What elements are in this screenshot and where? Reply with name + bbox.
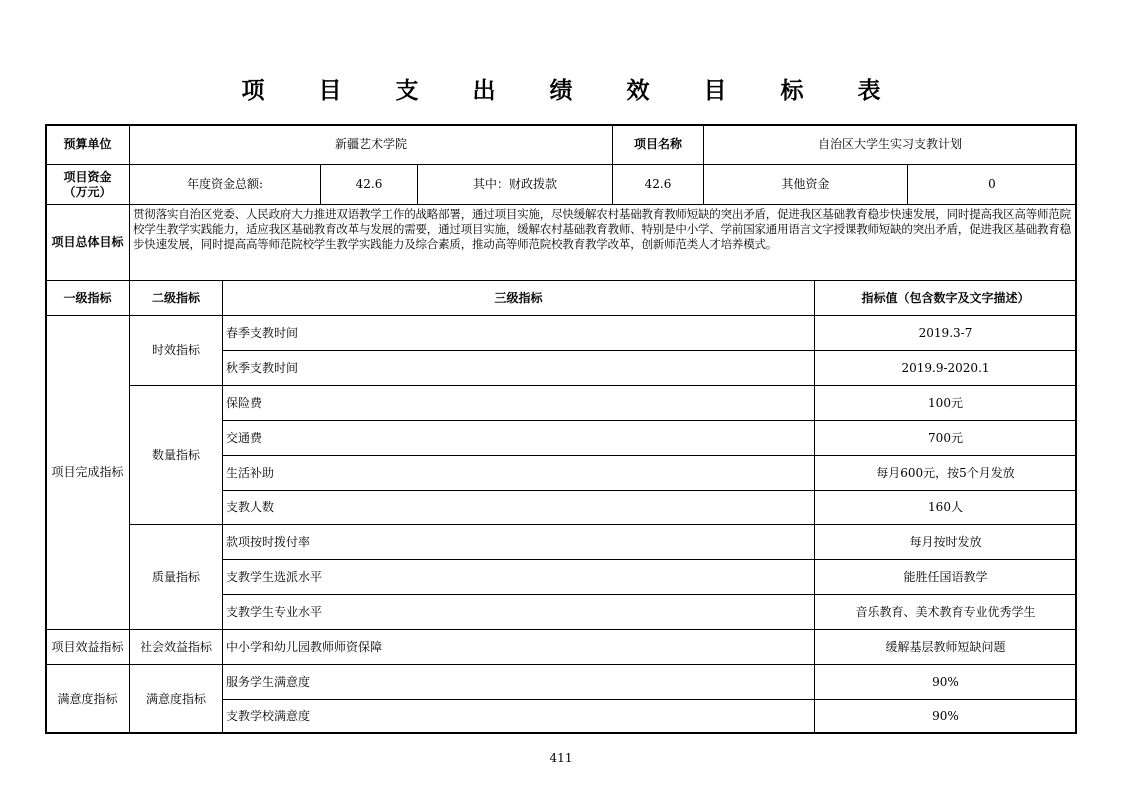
table-row-indicator: 支教学生专业水平 <box>226 604 323 619</box>
col-level2: 二级指标 <box>151 290 200 305</box>
other-funds-label: 其他资金 <box>781 177 830 191</box>
table-row-value: 700元 <box>928 430 963 445</box>
overall-goal-label: 项目总体目标 <box>51 235 124 249</box>
subgroup-timeliness: 时效指标 <box>151 343 200 357</box>
table-row-value: 每月按时发放 <box>909 534 982 549</box>
fiscal-funds-value: 42.6 <box>644 177 672 191</box>
fiscal-funds-label: 其中：财政拨款 <box>472 177 557 191</box>
table-row-indicator: 款项按时拨付率 <box>226 534 311 549</box>
table-row-indicator: 支教学校满意度 <box>226 709 311 723</box>
project-name-value: 自治区大学生实习支教计划 <box>817 137 962 151</box>
table-row-value: 90% <box>932 674 959 689</box>
table-row-value: 能胜任国语教学 <box>903 569 988 584</box>
overall-goal-text: 贯彻落实自治区党委、人民政府大力推进双语教学工作的战略部署，通过项目实施，尽快缓解农村基础教育教师短缺的突出矛盾，促进我区基础教育稳步快速发展，同时提高我区高等师范院校学生教学实践能力，适应我区基础教育改革与发展的需要，通过项目实施，缓解农村基础教育教师、特别是中小学、学前国家通用语言文字授课教师短缺的突出矛盾，促进我区基础教育稳步快速发展，同时提高高等师范院校学生教学实践能力及综合素质，推动高等师范院校教育教学改革，创新师范类人才培养模式。 <box>133 207 1071 251</box>
table-row-indicator: 服务学生满意度 <box>226 674 311 689</box>
table-row-value: 2019.3-7 <box>918 325 973 340</box>
page-title: 项 目 支 出 绩 效 目 标 表 <box>241 77 904 104</box>
group-satisfaction: 满意度指标 <box>57 691 118 706</box>
table-row-value: 90% <box>932 709 959 723</box>
table-row-value: 160人 <box>928 500 963 514</box>
subgroup-quantity: 数量指标 <box>151 447 200 462</box>
col-value: 指标值（包含数字及文字描述） <box>861 290 1030 305</box>
budget-unit-label: 预算单位 <box>63 137 112 151</box>
table-row-indicator: 支教人数 <box>226 500 275 514</box>
page-number: 411 <box>549 751 573 765</box>
table-row-indicator: 生活补助 <box>226 465 275 480</box>
total-funds-value: 42.6 <box>355 177 383 191</box>
table-row-value: 音乐教育、美术教育专业优秀学生 <box>855 604 1036 619</box>
table-row-value: 每月600元，按5个月发放 <box>876 465 1015 480</box>
subgroup-satisfaction: 满意度指标 <box>145 691 206 706</box>
group-completion: 项目完成指标 <box>51 465 124 479</box>
col-level3: 三级指标 <box>494 290 543 305</box>
table-row-value: 2019.9-2020.1 <box>901 360 990 375</box>
table-row-value: 缓解基层教师短缺问题 <box>885 639 1006 654</box>
table-row-value: 100元 <box>928 395 963 410</box>
other-funds-value: 0 <box>988 177 996 191</box>
table-row-indicator: 交通费 <box>226 430 263 445</box>
table-row-indicator: 中小学和幼儿园教师师资保障 <box>226 639 383 654</box>
table-row-indicator: 春季支教时间 <box>226 325 299 340</box>
budget-unit-value: 新疆艺术学院 <box>334 137 407 151</box>
group-benefit: 项目效益指标 <box>51 639 124 654</box>
subgroup-quality: 质量指标 <box>151 569 200 584</box>
col-level1: 一级指标 <box>63 290 112 305</box>
table-row-indicator: 秋季支教时间 <box>226 360 299 375</box>
project-name-label: 项目名称 <box>633 137 682 151</box>
funds-label: 项目资金（万元） <box>63 169 112 199</box>
subgroup-social: 社会效益指标 <box>139 639 212 654</box>
total-funds-label: 年度资金总额: <box>186 177 264 191</box>
table-row-indicator: 支教学生选派水平 <box>226 569 323 584</box>
table-row-indicator: 保险费 <box>226 395 263 410</box>
